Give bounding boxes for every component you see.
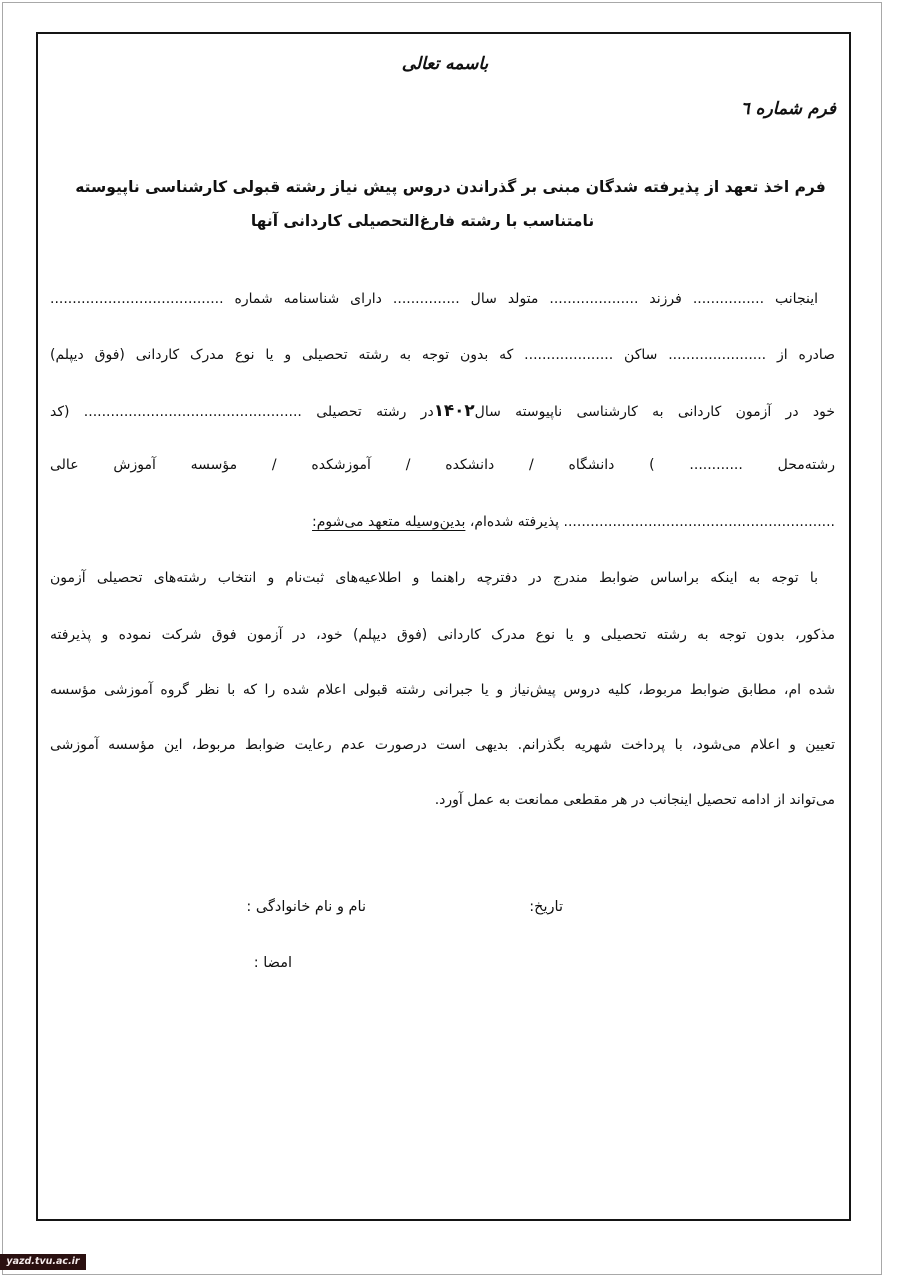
pledge-line-5-text: پذیرفته شده‌ام،	[469, 514, 560, 530]
pledge-line-2: صادره از ...................... ساکن .................... که بدون توجه به رشته تحصیلی و یا نوع مدرک کاردانی (فوق دیپلم)	[50, 347, 835, 363]
paragraph-line-2: مذکور، بدون توجه به رشته تحصیلی و یا نوع مدرک کاردانی (فوق دیپلم) خود، در آزمون فوق شرکت نموده و پذیرفته	[50, 627, 835, 643]
signature-label: امضا :	[253, 955, 292, 971]
form-number-label: فرم شماره ٦	[740, 99, 836, 119]
pledge-line-4: رشته‌محل ............ ) دانشگاه / دانشکده / آموزشکده / مؤسسه آموزش عالی	[50, 457, 835, 473]
exam-year: ۱۴۰۲	[433, 400, 475, 420]
commitment-phrase: بدین‌وسیله متعهد می‌شوم:	[312, 514, 466, 530]
paragraph-line-1: با توجه به اینکه براساس ضوابط مندرج در دفترچه راهنما و اطلاعیه‌های ثبت‌نام و انتخاب رشته‌های تحصیلی آزمون	[50, 570, 818, 586]
paragraph-line-3: شده ام، مطابق ضوابط مربوط، کلیه دروس پیش‌نیاز و یا جبرانی رشته قبولی اعلام شده را که با نظر گروه آموزشی مؤسسه	[50, 682, 835, 698]
form-title-line-1: فرم اخذ تعهد از پذیرفته شدگان مبنی بر گذراندن دروس پیش نیاز رشته قبولی کارشناسی ناپیوسته	[75, 178, 826, 196]
pledge-line-3-text-start: خود در آزمون کاردانی به کارشناسی ناپیوسته سال	[474, 404, 836, 420]
form-title-line-2: نامتناسب با رشته فارغ‌التحصیلی کاردانی آنها	[250, 212, 595, 230]
paragraph-line-4: تعیین و اعلام می‌شود، با پرداخت شهریه بگذرانم. بدیهی است درصورت عدم رعایت ضوابط مربوط، این مؤسسه آموزشی	[50, 737, 835, 753]
date-label: تاریخ:	[529, 899, 563, 915]
site-watermark: yazd.tvu.ac.ir	[0, 1254, 86, 1270]
pledge-line-3-text-end: در رشته تحصیلی ................................................. (کد	[50, 404, 434, 420]
full-name-label: نام و نام خانوادگی :	[246, 899, 366, 915]
paragraph-line-5: می‌تواند از ادامه تحصیل اینجانب در هر مقطعی ممانعت به عمل آورد.	[434, 792, 835, 808]
pledge-line-3	[50, 398, 835, 422]
pledge-line-5	[50, 510, 835, 534]
institution-blank: .............................................................	[563, 514, 835, 530]
invocation-heading: باسمه تعالی	[401, 54, 489, 74]
pledge-line-1: اینجانب ................ فرزند .................... متولد سال ............... دارای شناسنامه شماره .......................................	[50, 291, 818, 307]
